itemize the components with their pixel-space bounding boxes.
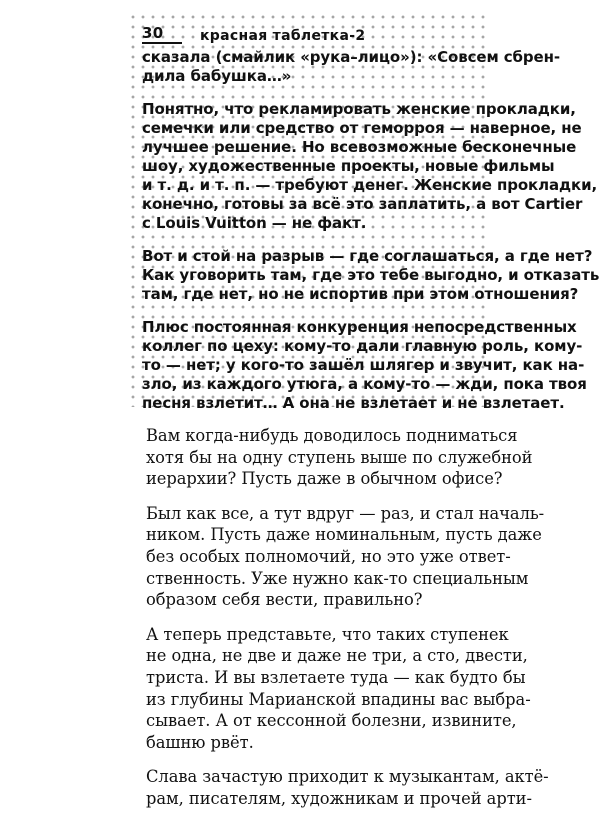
body-line: ственность. Уже нужно как-то специальным	[146, 568, 529, 588]
body-line: А теперь представьте, что таких ступенек	[146, 624, 509, 644]
body-line: без особых полномочий, но это уже ответ-	[146, 546, 511, 566]
main-body-text	[146, 425, 549, 823]
sidebar-line: сказала (смайлик «рука–лицо»): «Совсем сбрен-	[142, 48, 561, 66]
body-line: триста. И вы взлетаете туда — как будто бы	[146, 667, 526, 687]
sidebar-line: Плюс постоянная конкуренция непосредственных	[142, 318, 577, 336]
sidebar-line: дила бабушка…»	[142, 67, 292, 85]
body-line: не одна, не две и даже не три, а сто, двести,	[146, 646, 528, 666]
body-paragraph	[146, 624, 531, 754]
sidebar-paragraph	[142, 247, 600, 304]
body-line: Был как все, а тут вдруг — раз, и стал началь-	[146, 503, 545, 523]
sidebar-line: там, где нет, но не испортив при этом отношения?	[142, 285, 579, 303]
sidebar-paragraph	[142, 318, 587, 413]
sidebar-line: конечно, готовы за всё это заплатить, а вот Cartier	[142, 195, 583, 213]
body-paragraph	[146, 766, 549, 809]
sidebar-line: с Louis Vuitton — не факт.	[142, 214, 367, 232]
sidebar-line: Вот и стой на разрыв — где соглашаться, а где нет?	[142, 247, 593, 265]
sidebar-line: семечки или средство от геморроя — наверное, не	[142, 119, 582, 137]
sidebar-line: лучшее решение. Но всевозможные бесконечные	[142, 138, 577, 156]
sidebar-text	[142, 48, 600, 427]
body-line: ником. Пусть даже номинальным, пусть даже	[146, 525, 542, 545]
sidebar-line: Как уговорить там, где это тебе выгодно, и отказать	[142, 266, 600, 284]
sidebar-line: зло, из каждого утюга, а кому-то — жди, пока твоя	[142, 375, 587, 393]
body-paragraph	[146, 503, 545, 611]
sidebar-line: песня взлетит… А она не взлетает и не взлетает.	[142, 394, 565, 412]
body-paragraph	[146, 425, 533, 490]
body-line: рам, писателям, художникам и прочей арти-	[146, 788, 532, 808]
body-line: хотя бы на одну ступень выше по служебной	[146, 447, 533, 467]
sidebar-line: Понятно, что рекламировать женские прокладки,	[142, 100, 576, 118]
sidebar-line: шоу, художественные проекты, новые фильмы	[142, 157, 555, 175]
running-title: красная таблетка-2	[200, 28, 366, 44]
sidebar-paragraph	[142, 100, 598, 233]
body-line: из глубины Марианской впадины вас выбра-	[146, 689, 531, 709]
page-header	[142, 14, 472, 44]
sidebar-line: и т. д. и т. п. — требуют денег. Женские прокладки,	[142, 176, 598, 194]
body-line: башню рвёт.	[146, 732, 254, 752]
sidebar-line: то — нет; у кого-то зашёл шлягер и звучит, как на-	[142, 356, 585, 374]
page-number: 30	[142, 24, 182, 44]
sidebar-paragraph	[142, 48, 561, 86]
body-line: сывает. А от кессонной болезни, извините,	[146, 711, 517, 731]
body-line: образом себя вести, правильно?	[146, 590, 423, 610]
body-line: Слава зачастую приходит к музыкантам, актё-	[146, 767, 549, 787]
sidebar-line: коллег по цеху: кому-то дали главную роль, кому-	[142, 337, 583, 355]
body-line: Вам когда-нибудь доводилось подниматься	[146, 426, 518, 445]
body-line: иерархии? Пусть даже в обычном офисе?	[146, 469, 503, 489]
